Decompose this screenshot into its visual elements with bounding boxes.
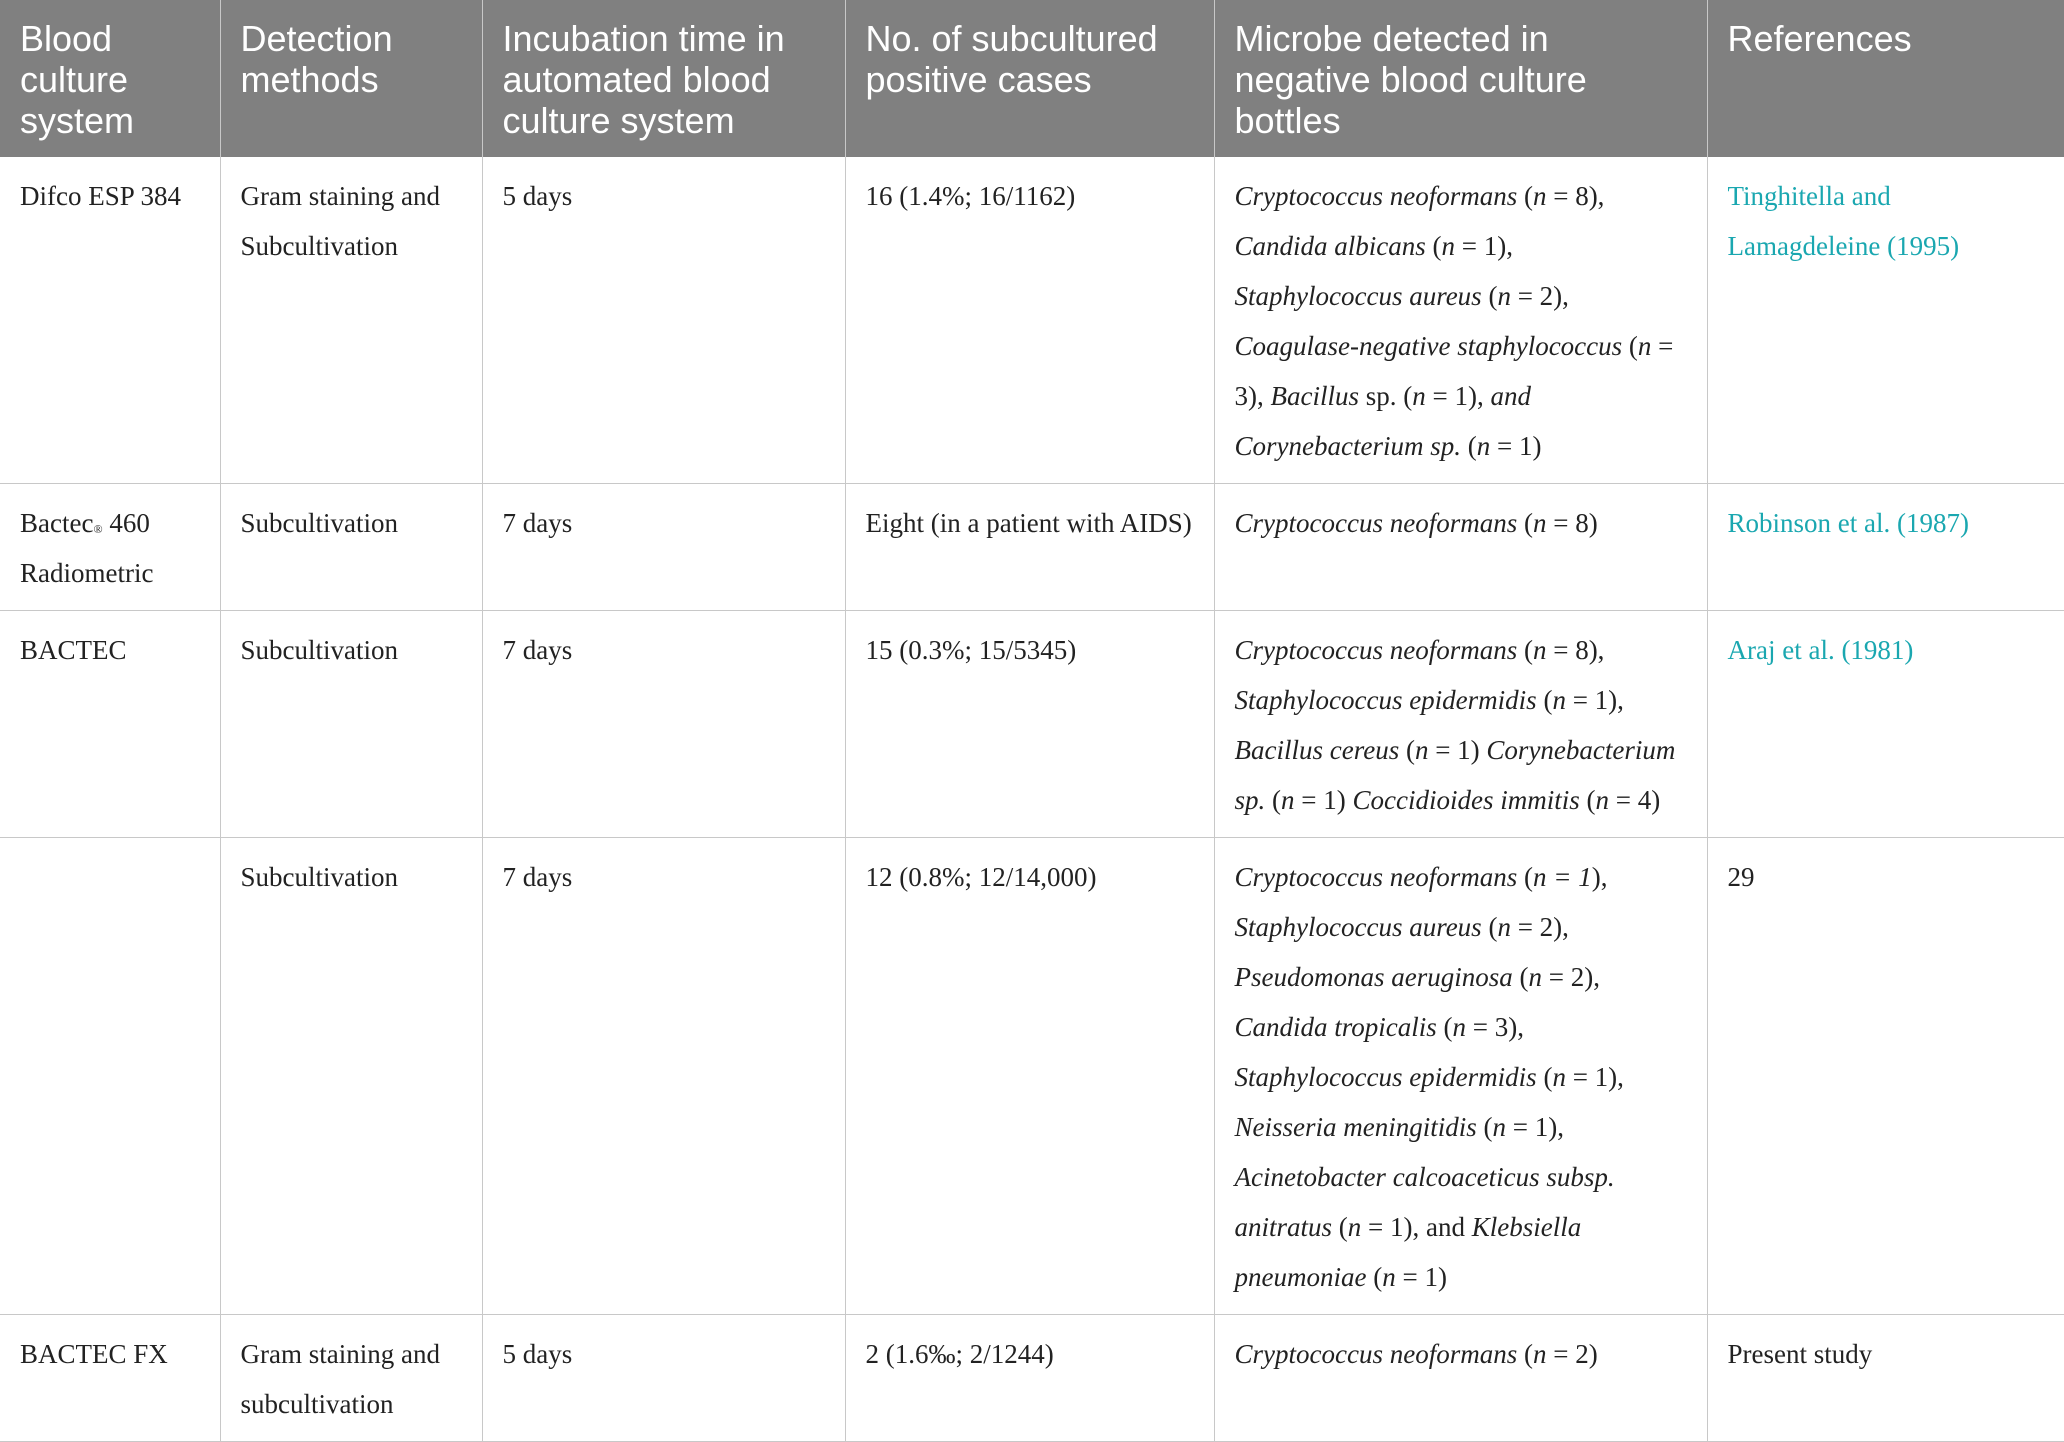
microbe-name: Neisseria meningitidis	[1234, 1112, 1477, 1142]
microbe-count: (	[1481, 281, 1498, 311]
cell-cases: Eight (in a patient with AIDS)	[845, 484, 1214, 611]
microbe-count: = 1),	[1565, 685, 1624, 715]
microbe-count: = 1),	[1425, 381, 1491, 411]
cell-reference: Present study	[1707, 1315, 2064, 1442]
microbe-count: (	[1476, 1112, 1493, 1142]
microbe-count: (	[1517, 508, 1533, 538]
microbe-count: = 2)	[1546, 1339, 1598, 1369]
cell-methods: Subcultivation	[220, 484, 482, 611]
cell-incubation: 5 days	[482, 157, 845, 484]
header-microbe-detected: Microbe detected in negative blood culture bottles	[1214, 0, 1707, 157]
microbe-count: (	[1536, 685, 1553, 715]
header-incubation-time: Incubation time in automated blood culture system	[482, 0, 845, 157]
microbe-name: n	[1532, 508, 1547, 538]
table-row	[0, 157, 2064, 484]
microbe-count: = 8),	[1546, 635, 1605, 665]
microbe-name: n	[1532, 1339, 1547, 1369]
microbe-name: Staphylococcus aureus	[1234, 281, 1482, 311]
microbe-count: (	[1579, 785, 1596, 815]
microbe-name: Bacillus cereus	[1234, 735, 1400, 765]
microbe-name: Coagulase-negative staphylococcus	[1234, 331, 1623, 361]
microbe-count: (	[1399, 735, 1415, 765]
cell-incubation: 5 days	[482, 1315, 845, 1442]
microbe-name: n	[1476, 431, 1491, 461]
microbe-name: Cryptococcus neoformans	[1234, 862, 1518, 892]
microbe-name: n	[1347, 1212, 1362, 1242]
microbe-count: (	[1436, 1012, 1453, 1042]
cell-incubation: 7 days	[482, 838, 845, 1315]
microbe-count: = 1), and	[1361, 1212, 1472, 1242]
microbe-name: Staphylococcus aureus	[1234, 912, 1482, 942]
cell-cases: 16 (1.4%; 16/1162)	[845, 157, 1214, 484]
cell-system	[0, 484, 220, 611]
microbe-name: n	[1552, 685, 1566, 715]
header-references: References	[1707, 0, 2064, 157]
microbe-count: (	[1332, 1212, 1348, 1242]
microbe-name: Candida tropicalis	[1234, 1012, 1437, 1042]
microbe-name: n	[1414, 735, 1429, 765]
microbe-name: n	[1528, 962, 1542, 992]
microbe-count: (	[1517, 862, 1533, 892]
microbe-name: n	[1497, 912, 1511, 942]
microbe-name: and Corynebacterium sp.	[1234, 381, 1531, 461]
cell-system	[0, 838, 220, 1315]
cell-microbes	[1214, 611, 1707, 838]
microbe-name: Candida albicans	[1234, 231, 1426, 261]
microbe-count: (	[1366, 1262, 1383, 1292]
microbe-name: n	[1382, 1262, 1396, 1292]
microbe-count: sp. (	[1359, 381, 1413, 411]
microbe-count: = 1),	[1565, 1062, 1624, 1092]
microbe-name: Cryptococcus neoformans	[1234, 508, 1518, 538]
microbe-name: Coccidioides immitis	[1352, 785, 1580, 815]
microbe-name: Staphylococcus epidermidis	[1234, 1062, 1537, 1092]
microbe-name: n	[1281, 785, 1295, 815]
microbe-count: = 1)	[1395, 1262, 1447, 1292]
microbe-name: n	[1532, 635, 1547, 665]
header-row	[0, 0, 2064, 157]
microbe-name: n	[1532, 181, 1547, 211]
cell-cases: 15 (0.3%; 15/5345)	[845, 611, 1214, 838]
microbe-count: = 3),	[1234, 331, 1674, 411]
microbe-count: = 3),	[1466, 1012, 1524, 1042]
table-row	[0, 484, 2064, 611]
microbe-name: Cryptococcus neoformans	[1234, 181, 1518, 211]
microbe-name: Cryptococcus neoformans	[1234, 1339, 1518, 1369]
microbe-count: (	[1517, 181, 1533, 211]
microbe-name: Bacillus	[1270, 381, 1359, 411]
microbe-count: (	[1425, 231, 1442, 261]
system-name: Bactec	[20, 508, 94, 538]
microbe-name: Corynebacterium sp.	[1234, 735, 1676, 815]
reference-link[interactable]: Tinghitella and Lamagdeleine (1995)	[1727, 181, 1960, 261]
reference-link[interactable]: Robinson et al. (1987)	[1727, 508, 1969, 538]
system-name-rest: 460 Radiometric	[20, 508, 154, 588]
microbe-count: = 1),	[1455, 231, 1513, 261]
microbe-name: n	[1492, 1112, 1506, 1142]
microbe-count: (	[1517, 635, 1533, 665]
microbe-count: = 8),	[1546, 181, 1605, 211]
cell-microbes	[1214, 1315, 1707, 1442]
microbe-name: n	[1412, 381, 1426, 411]
microbe-name: Acinetobacter calcoaceticus subsp. anitratus	[1234, 1162, 1615, 1242]
cell-microbes	[1214, 838, 1707, 1315]
microbe-name: n	[1441, 231, 1456, 261]
cell-cases: 2 (1.6‰; 2/1244)	[845, 1315, 1214, 1442]
reference-link[interactable]: Araj et al. (1981)	[1727, 635, 1914, 665]
table-row	[0, 838, 2064, 1315]
microbe-count: = 2),	[1510, 912, 1569, 942]
microbe-count: = 1)	[1294, 785, 1353, 815]
cell-methods: Subcultivation	[220, 611, 482, 838]
microbe-count: (	[1536, 1062, 1553, 1092]
table-body	[0, 157, 2064, 1442]
table-row	[0, 1315, 2064, 1442]
microbe-name: n	[1497, 281, 1511, 311]
registered-mark: ®	[93, 522, 103, 536]
microbe-count: = 2),	[1542, 962, 1600, 992]
header-detection-methods: Detection methods	[220, 0, 482, 157]
table-row	[0, 611, 2064, 838]
table-header	[0, 0, 2064, 157]
microbe-name: Cryptococcus neoformans	[1234, 635, 1518, 665]
cell-cases: 12 (0.8%; 12/14,000)	[845, 838, 1214, 1315]
microbe-count: = 1)	[1428, 735, 1487, 765]
cell-methods: Gram staining and subcultivation	[220, 1315, 482, 1442]
microbe-count: (	[1512, 962, 1529, 992]
microbe-name: Klebsiella pneumoniae	[1234, 1212, 1582, 1292]
cell-microbes	[1214, 484, 1707, 611]
cell-system: Difco ESP 384	[0, 157, 220, 484]
cell-incubation: 7 days	[482, 611, 845, 838]
microbe-count: = 8)	[1546, 508, 1598, 538]
microbe-name: n	[1595, 785, 1609, 815]
microbe-count: = 4)	[1608, 785, 1661, 815]
header-blood-culture-system: Blood culture system	[20, 18, 135, 141]
cell-methods: Gram staining and Subcultivation	[220, 157, 482, 484]
cell-microbes	[1214, 157, 1707, 484]
microbe-count: ),	[1591, 862, 1608, 892]
microbe-count: (	[1481, 912, 1498, 942]
microbe-name: n = 1	[1532, 862, 1592, 892]
microbe-count: (	[1517, 1339, 1533, 1369]
microbe-count: = 1),	[1506, 1112, 1564, 1142]
cell-system: BACTEC FX	[0, 1315, 220, 1442]
microbe-count: = 1)	[1490, 431, 1542, 461]
microbe-count: (	[1460, 431, 1477, 461]
header-subcultured-positive-cases: No. of subcultured positive cases	[845, 0, 1214, 157]
microbe-name: n	[1552, 1062, 1566, 1092]
microbe-count: = 2),	[1510, 281, 1569, 311]
microbe-name: Pseudomonas aeruginosa	[1234, 962, 1513, 992]
cell-incubation: 7 days	[482, 484, 845, 611]
cell-methods: Subcultivation	[220, 838, 482, 1315]
cell-reference[interactable]	[1707, 157, 2064, 484]
microbe-name: n	[1452, 1012, 1467, 1042]
microbe-name: n	[1637, 331, 1652, 361]
cell-reference[interactable]	[1707, 484, 2064, 611]
microbe-count: (	[1622, 331, 1638, 361]
cell-reference: 29	[1707, 838, 2064, 1315]
cell-reference[interactable]	[1707, 611, 2064, 838]
microbe-count: (	[1265, 785, 1282, 815]
cell-system: BACTEC	[0, 611, 220, 838]
microbe-name: Staphylococcus epidermidis	[1234, 685, 1537, 715]
